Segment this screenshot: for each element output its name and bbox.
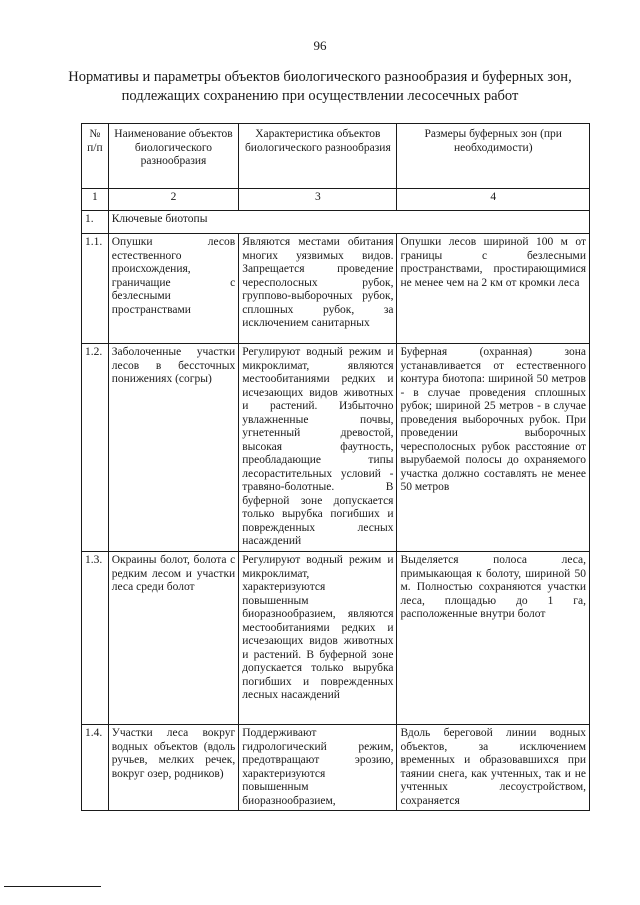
table-row [82, 234, 590, 344]
row-number: 1.2. [82, 344, 109, 552]
row-number: 1.3. [82, 552, 109, 725]
row-object-name: Окраины болот, болота с редким лесом и участки леса среди болот [108, 552, 238, 725]
biodiversity-norms-table [81, 123, 590, 811]
column-number-row [82, 189, 590, 211]
row-characteristic: Регулируют водный режим и микроклимат, характеризуются повышенным биоразнообразием, являются местообитаниями редких и исчезающих видов животных и растений. В буферной зоне допускается только вырубка погибших и поврежденных лесных насаждений [239, 552, 397, 725]
row-buffer-size: Вдоль береговой линии водных объектов, за исключением временных и образовавшихся при таянии снега, как учтенных, так и не учтенных лесоустройством, сохраняется [397, 725, 590, 811]
page-number: 96 [313, 38, 327, 53]
row-characteristic: Являются местами обитания многих уязвимых видов. Запрещается проведение чересполосных рубок, группово-выборочных рубок, сплошных рубок, за исключением санитарных [239, 234, 397, 344]
row-buffer-size: Буферная (охранная) зона устанавливается от естественного контура биотопа: шириной 50 метров - в случае проведения сплошных рубок; шириной 25 метров - в случае проведения выборочных рубок. При проведении выборочных чересполосных рубок расстояние от вырубаемой полосы до охраняемого участка должно составлять не менее 50 метров [397, 344, 590, 552]
header-buffer-size: Размеры буферных зон (при необходимости) [397, 124, 590, 189]
section-label: Ключевые биотопы [108, 211, 589, 234]
column-number: 3 [239, 189, 397, 211]
footnote-separator [4, 886, 101, 887]
header-object-name: Наименование объектов биологического разнообразия [108, 124, 238, 189]
row-object-name: Участки леса вокруг водных объектов (вдоль ручьев, мелких речек, вокруг озер, родников) [108, 725, 238, 811]
header-characteristic: Характеристика объектов биологического разнообразия [239, 124, 397, 189]
row-number: 1.4. [82, 725, 109, 811]
column-number: 4 [397, 189, 590, 211]
row-characteristic: Поддерживают гидрологический режим, предотвращают эрозию, характеризуются повышенным биоразнообразием, [239, 725, 397, 811]
header-number: № п/п [82, 124, 109, 189]
section-number: 1. [82, 211, 109, 234]
row-object-name: Опушки лесов естественного происхождения, граничащие с безлесными пространствами [108, 234, 238, 344]
column-number: 2 [108, 189, 238, 211]
table-header-row [82, 124, 590, 189]
row-buffer-size: Опушки лесов шириной 100 м от границы с безлесными пространствами, простирающимися не менее чем на 2 км от кромки леса [397, 234, 590, 344]
document-title: Нормативы и параметры объектов биологического разнообразия и буферных зон, подлежащих сохранению при осуществлении лесосечных работ [68, 69, 572, 104]
row-number: 1.1. [82, 234, 109, 344]
column-number: 1 [82, 189, 109, 211]
table-row [82, 552, 590, 725]
table-row [82, 344, 590, 552]
section-row [82, 211, 590, 234]
row-object-name: Заболоченные участки лесов в бессточных понижениях (согры) [108, 344, 238, 552]
row-characteristic: Регулируют водный режим и микроклимат, являются местообитаниями редких и исчезающих видов животных и растений. Избыточно увлажненные почвы, угнетенный древостой, высокая фаутность, преобладающие типы лесорастительных условий - травяно-болотные. В буферной зоне допускается только вырубка погибших и поврежденных лесных насаждений [239, 344, 397, 552]
table-row [82, 725, 590, 811]
row-buffer-size: Выделяется полоса леса, примыкающая к болоту, шириной 50 м. Полностью сохраняются участки леса, площадью до 1 га, расположенные внутри болот [397, 552, 590, 725]
